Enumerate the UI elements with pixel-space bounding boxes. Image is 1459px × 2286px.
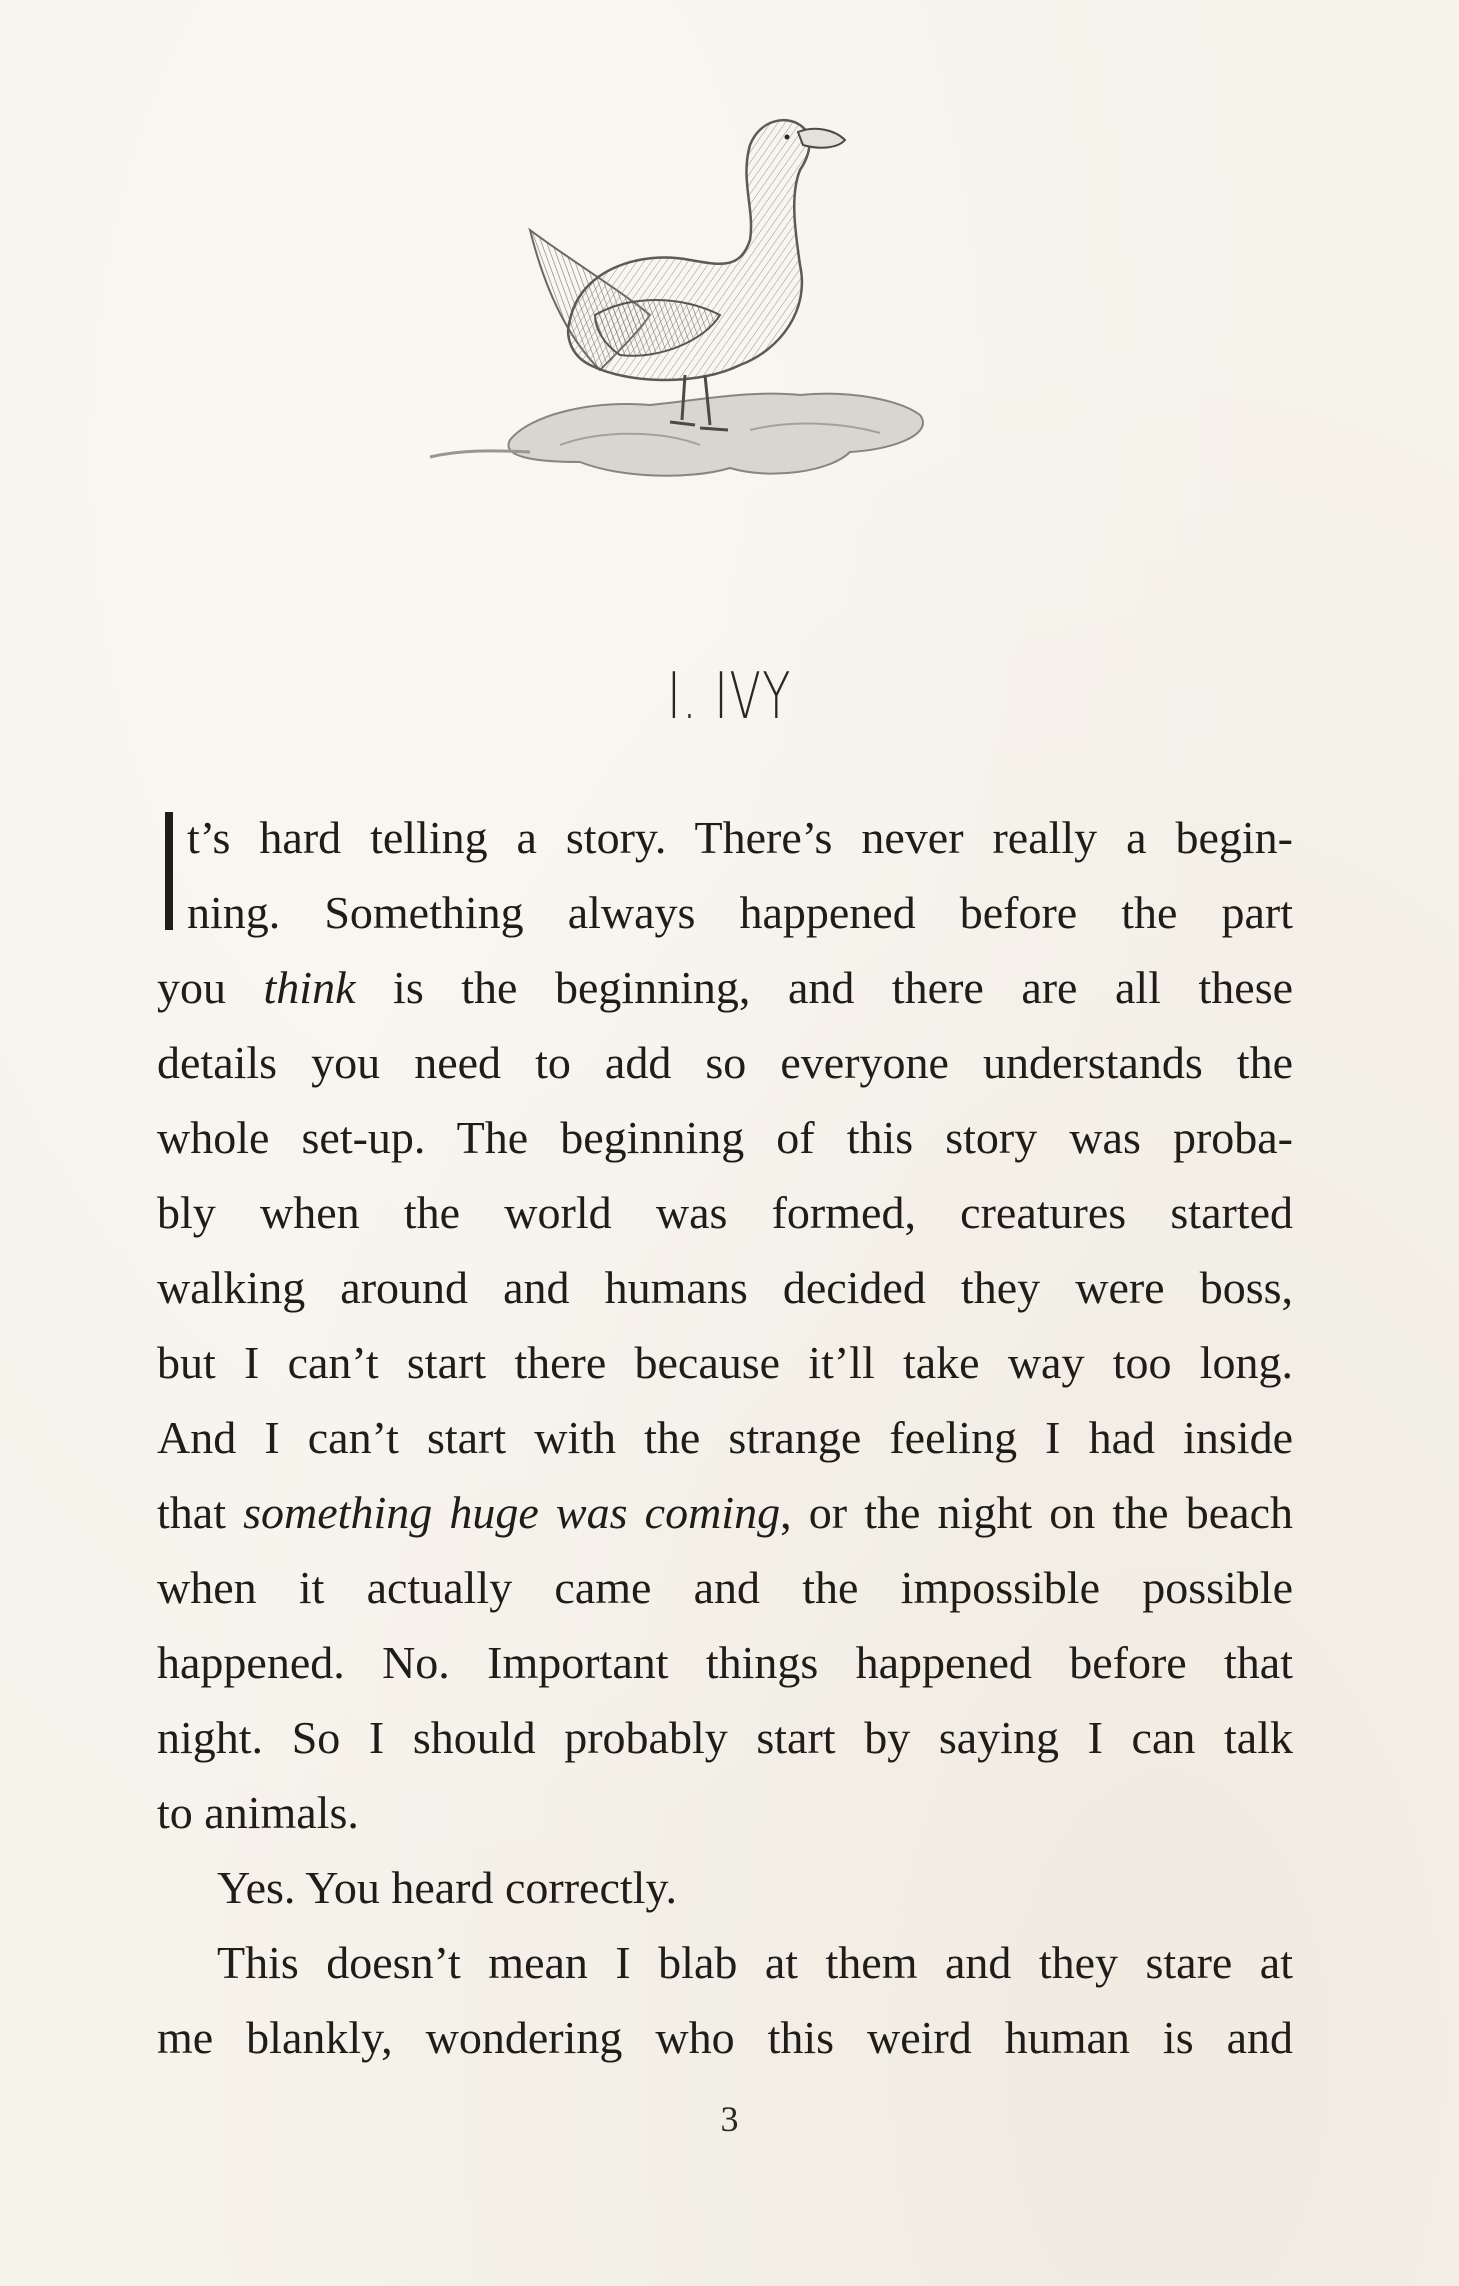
- text-line: bly when the world was formed, creatures started: [157, 1187, 1293, 1238]
- text-line: to animals.: [157, 1787, 359, 1838]
- chapter-title: I. IVY: [667, 660, 792, 734]
- text-line: details you need to add so everyone understands the: [157, 1037, 1293, 1088]
- page-number: 3: [720, 2099, 739, 2139]
- paragraph-2: Yes. You heard correctly.: [217, 1862, 677, 1913]
- text-line: ning. Something always happened before the part: [187, 887, 1293, 938]
- text-fragment: , or the night on the beach: [780, 1487, 1293, 1538]
- text-line: And I can’t start with the strange feeling I had inside: [157, 1412, 1293, 1463]
- text-line: walking around and humans decided they were boss,: [157, 1262, 1293, 1313]
- text-line: when it actually came and the impossible possible: [157, 1562, 1293, 1613]
- text-fragment: that: [157, 1487, 244, 1538]
- body-text: [157, 800, 1293, 2075]
- text-line: night. So I should probably start by saying I can talk: [157, 1712, 1293, 1763]
- emphasis-text: something huge was coming: [243, 1487, 781, 1538]
- text-fragment: you: [157, 962, 264, 1013]
- text-line: [157, 1475, 1293, 1550]
- duck-illustration-icon: [420, 100, 1020, 550]
- text-line: but I can’t start there because it’ll take way too long.: [157, 1337, 1293, 1388]
- text-line: happened. No. Important things happened before that: [157, 1637, 1293, 1688]
- drop-cap-letter: [165, 812, 173, 930]
- text-line: whole set-up. The beginning of this story was proba-: [157, 1112, 1293, 1163]
- text-fragment: is the beginning, and there are all these: [355, 962, 1294, 1013]
- text-line: This doesn’t mean I blab at them and they stare at: [217, 1937, 1293, 1988]
- text-line: [157, 950, 1293, 1025]
- emphasis-text: think: [263, 962, 356, 1013]
- text-line: me blankly, wondering who this weird human is and: [157, 2012, 1293, 2063]
- text-line: t’s hard telling a story. There’s never really a begin-: [187, 812, 1293, 863]
- paragraph-1: [157, 800, 1293, 950]
